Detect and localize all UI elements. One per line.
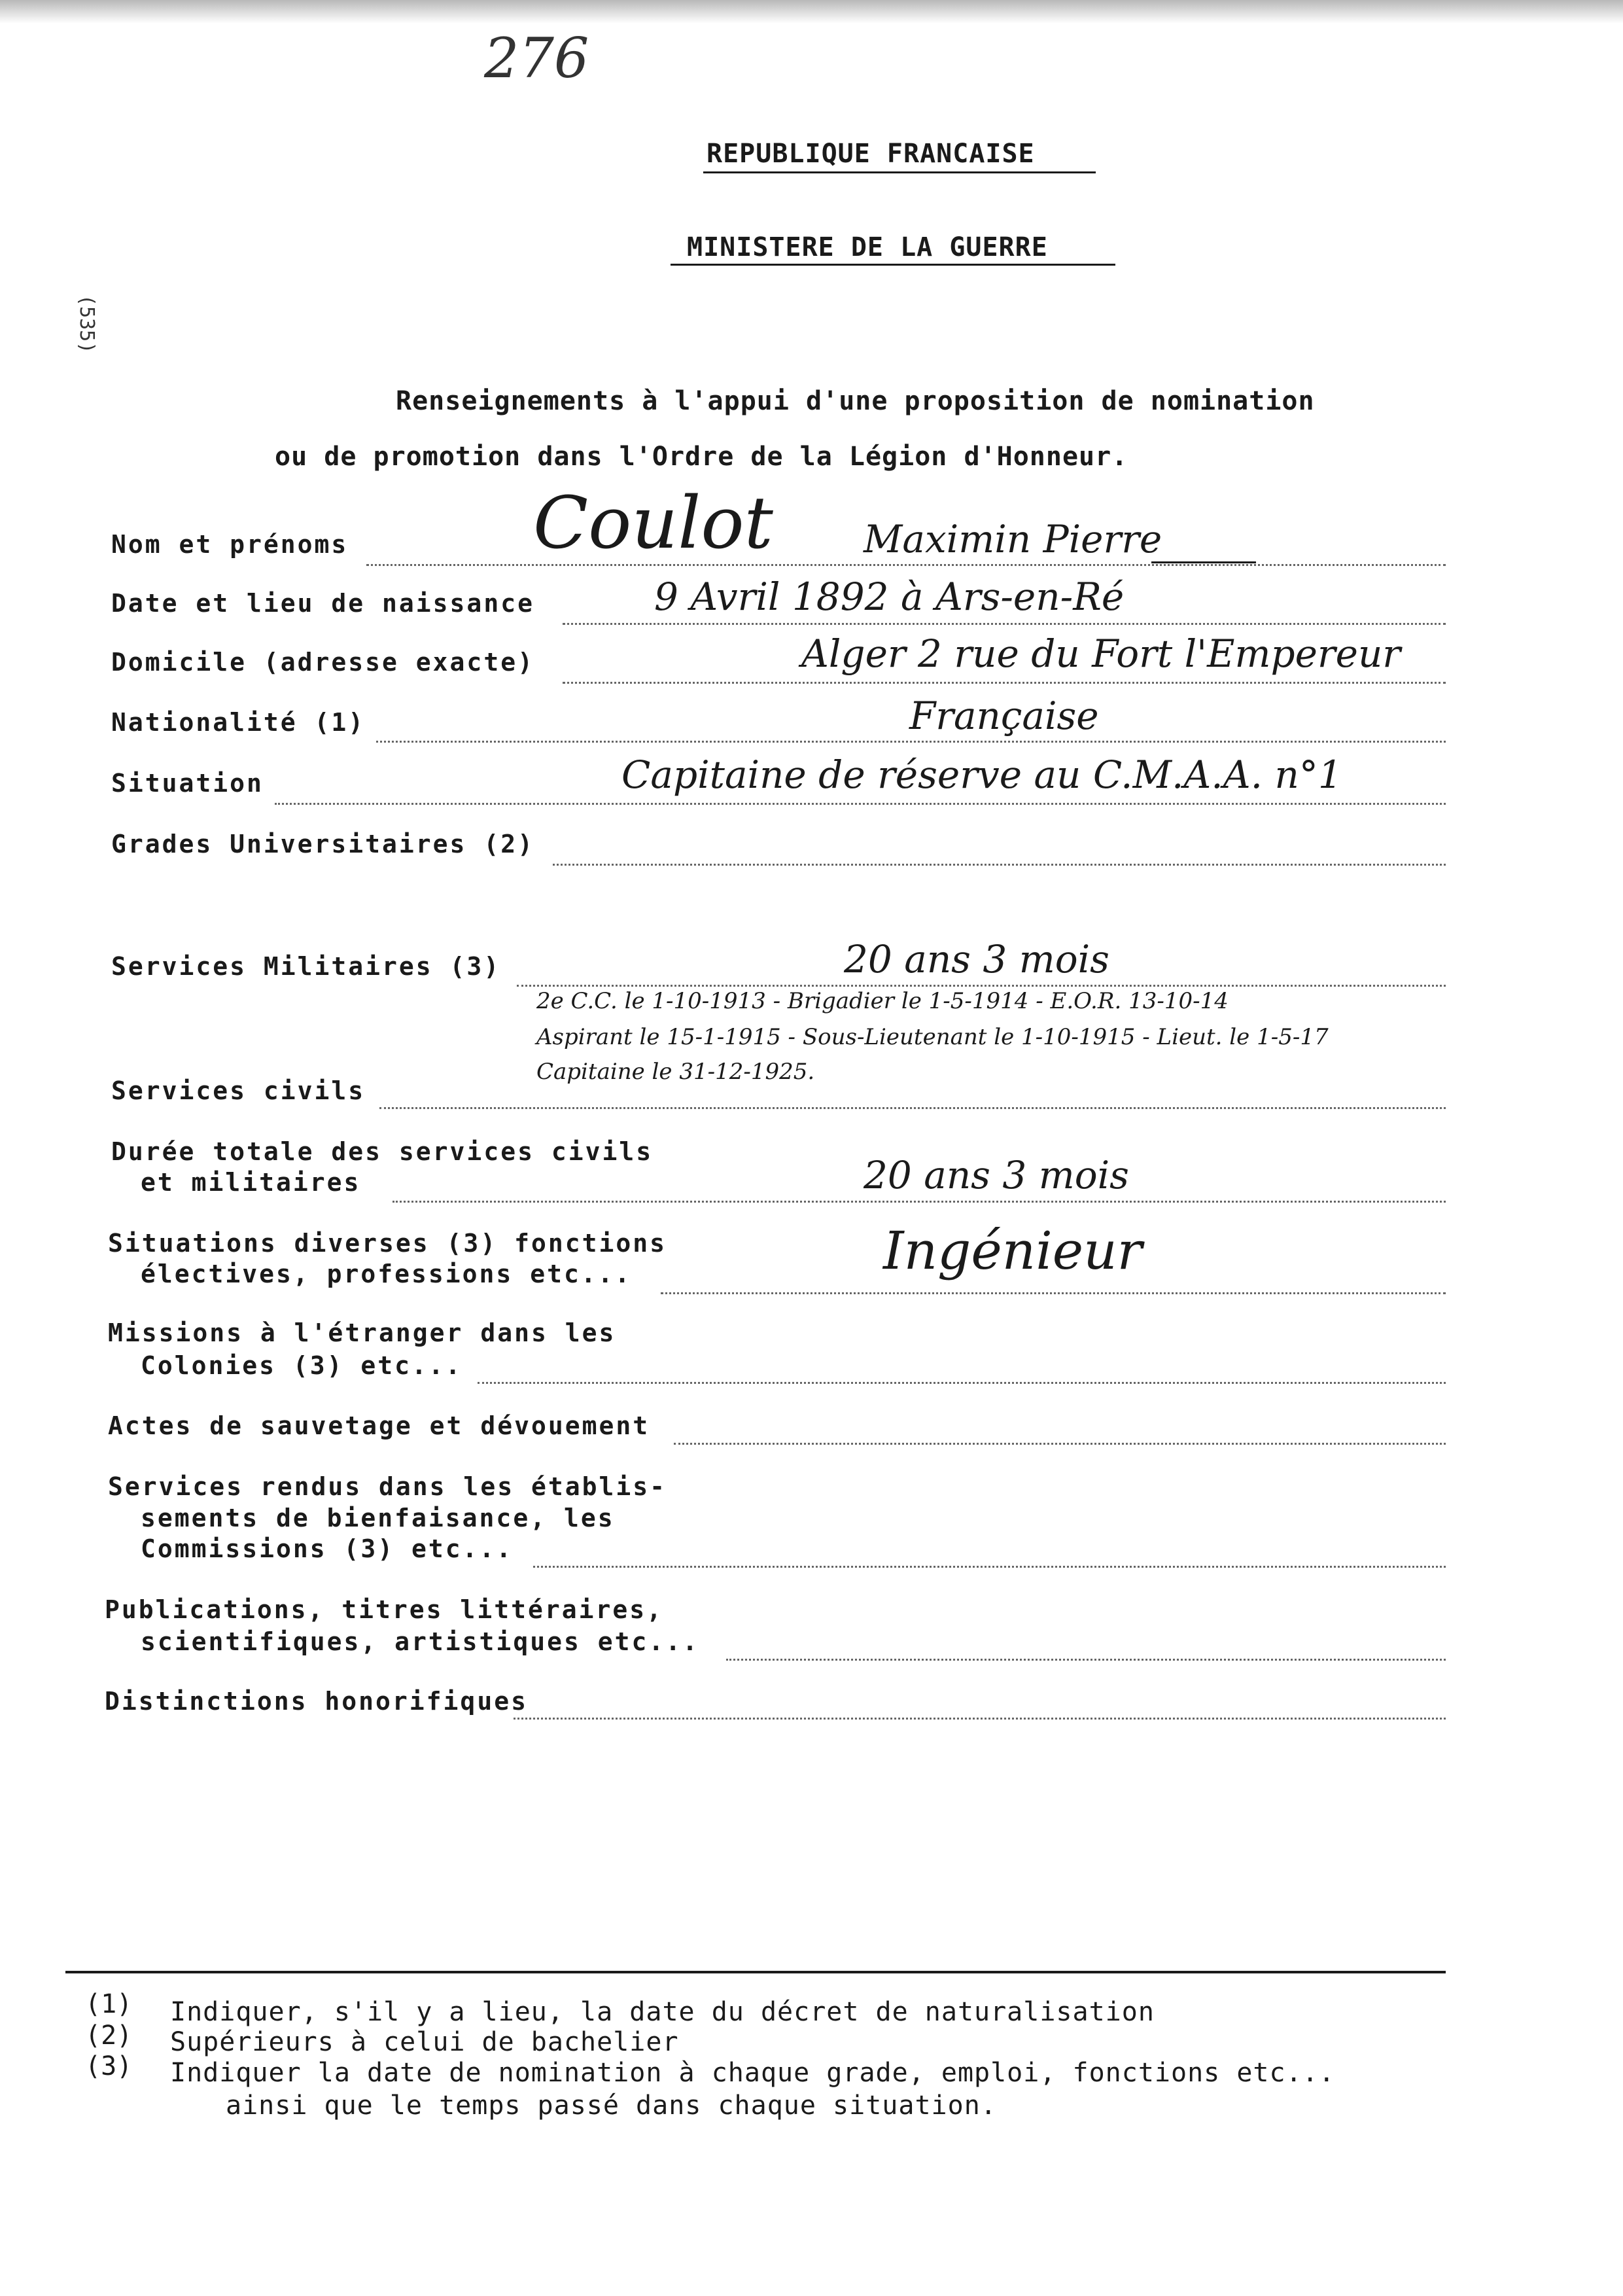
scan-edge-band — [0, 0, 1623, 24]
intro-line-1: Renseignements à l'appui d'une proposition de nomination — [396, 386, 1315, 416]
label-services-rendus-2: sements de bienfaisance, les — [141, 1504, 615, 1532]
dotted-line-situation — [275, 803, 1446, 805]
label-distinctions: Distinctions honorifiques — [105, 1687, 528, 1716]
label-situation: Situation — [111, 769, 264, 798]
label-duree-1: Durée totale des services civils — [111, 1137, 654, 1166]
ministry-heading: MINISTERE DE LA GUERRE — [687, 232, 1048, 262]
label-missions-2: Colonies (3) etc... — [141, 1351, 462, 1380]
handwritten-situations-diverses: Ingénieur — [883, 1220, 1142, 1281]
dotted-line-actes — [674, 1443, 1446, 1445]
label-nationalite: Nationalité (1) — [111, 708, 366, 737]
footnote-1-text: Indiquer, s'il y a lieu, la date du décret de naturalisation — [170, 1997, 1155, 2027]
handwritten-services-detail-3: Capitaine le 31-12-1925. — [536, 1059, 815, 1085]
intro-line-2: ou de promotion dans l'Ordre de la Légion d'Honneur. — [275, 442, 1128, 472]
dotted-line-services-militaires — [517, 985, 1446, 987]
handwritten-domicile: Alger 2 rue du Fort l'Empereur — [801, 631, 1401, 676]
label-services-rendus-3: Commissions (3) etc... — [141, 1534, 514, 1563]
label-missions-1: Missions à l'étranger dans les — [108, 1318, 616, 1347]
handwritten-underline-nom — [1151, 561, 1256, 563]
dotted-line-naissance — [563, 623, 1446, 625]
footnote-2-number: (2) — [85, 2021, 133, 2051]
label-actes: Actes de sauvetage et dévouement — [108, 1411, 650, 1440]
handwritten-naissance: 9 Avril 1892 à Ars-en-Ré — [654, 574, 1125, 619]
label-grades: Grades Universitaires (2) — [111, 830, 534, 858]
handwritten-services-detail-2: Aspirant le 15-1-1915 - Sous-Lieutenant le 1-10-1915 - Lieut. le 1-5-17 — [536, 1024, 1329, 1050]
dotted-line-publications — [726, 1659, 1446, 1661]
label-publications-2: scientifiques, artistiques etc... — [141, 1627, 699, 1656]
handwritten-situation: Capitaine de réserve au C.M.A.A. n°1 — [621, 752, 1342, 797]
label-naissance: Date et lieu de naissance — [111, 589, 534, 618]
footnote-2-text: Supérieurs à celui de bachelier — [170, 2027, 679, 2057]
dotted-line-distinctions — [514, 1718, 1446, 1720]
margin-number: (535) — [75, 294, 98, 354]
handwritten-duree: 20 ans 3 mois — [864, 1153, 1129, 1197]
dotted-line-domicile — [563, 682, 1446, 684]
dotted-line-nom — [366, 564, 1446, 566]
label-services-rendus-1: Services rendus dans les établis- — [108, 1472, 667, 1501]
ministry-underline — [671, 264, 1115, 266]
label-nom: Nom et prénoms — [111, 530, 349, 559]
folio-number: 276 — [484, 26, 589, 90]
dotted-line-services-civils — [379, 1107, 1446, 1109]
dotted-line-nationalite — [376, 741, 1446, 743]
label-duree-2: et militaires — [141, 1168, 361, 1197]
label-services-militaires: Services Militaires (3) — [111, 952, 501, 981]
handwritten-surname: Coulot — [533, 481, 773, 565]
dotted-line-missions — [478, 1382, 1446, 1384]
dotted-line-grades — [553, 864, 1446, 866]
dotted-line-duree — [393, 1201, 1446, 1203]
dotted-line-services-rendus — [533, 1566, 1446, 1568]
dotted-line-situations-diverses — [661, 1292, 1446, 1294]
footnote-3-text: Indiquer la date de nomination à chaque grade, emploi, fonctions etc... — [170, 2058, 1335, 2088]
label-services-civils: Services civils — [111, 1076, 366, 1105]
republic-underline — [703, 171, 1096, 173]
label-publications-1: Publications, titres littéraires, — [105, 1595, 663, 1624]
handwritten-services-total: 20 ans 3 mois — [844, 937, 1109, 981]
footnote-3-text-continued: ainsi que le temps passé dans chaque situation. — [226, 2091, 997, 2121]
handwritten-services-detail-1: 2e C.C. le 1-10-1913 - Brigadier le 1-5-1914 - E.O.R. 13-10-14 — [536, 988, 1229, 1014]
footnote-3-number: (3) — [85, 2051, 133, 2081]
footnote-1-number: (1) — [85, 1989, 133, 2019]
label-domicile: Domicile (adresse exacte) — [111, 648, 534, 677]
handwritten-nationalite: Française — [909, 694, 1099, 738]
handwritten-given-names: Maximin Pierre — [864, 517, 1162, 561]
footnote-separator — [65, 1971, 1446, 1973]
republic-heading: REPUBLIQUE FRANCAISE — [707, 139, 1035, 169]
label-situations-diverses-2: électives, professions etc... — [141, 1260, 632, 1288]
label-situations-diverses-1: Situations diverses (3) fonctions — [108, 1229, 667, 1258]
